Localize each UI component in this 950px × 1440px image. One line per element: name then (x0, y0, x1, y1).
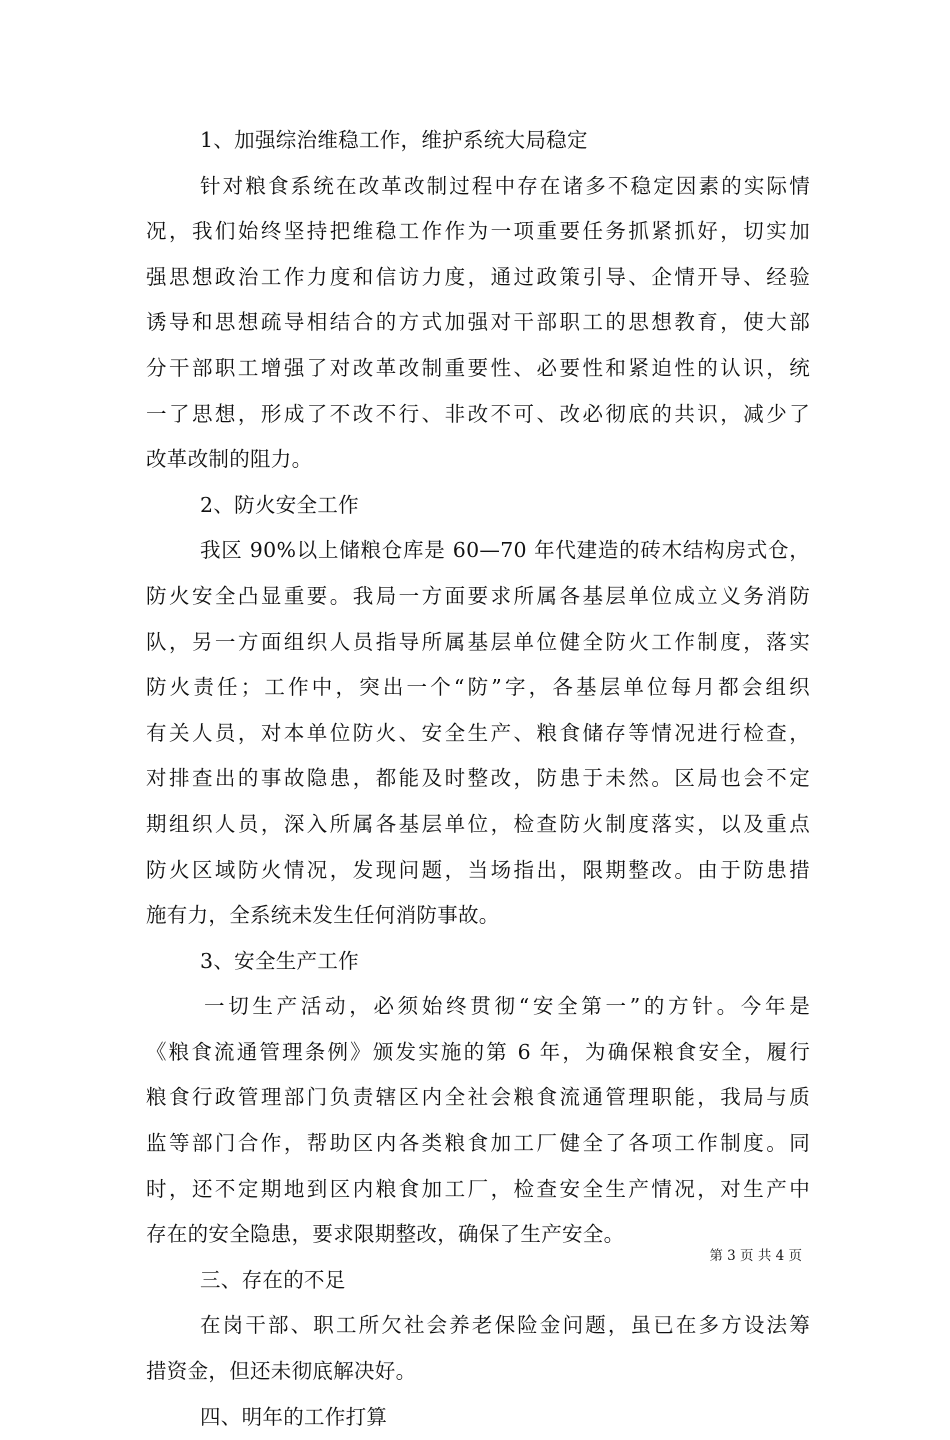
section-heading: 1、加强综治维稳工作，维护系统大局稳定 (200, 128, 588, 152)
page-number: 第 3 页 共 4 页 (709, 1248, 802, 1264)
section-heading: 三、存在的不足 (200, 1267, 346, 1292)
paragraph-line: 队，另一方面组织人员指导所属基层单位健全防火工作制度，落实 (146, 629, 810, 654)
paragraph-line: 期组织人员，深入所属各基层单位，检查防火制度落实，以及重点 (146, 811, 810, 836)
paragraph-line: 我区 90%以上储粮仓库是 60—70 年代建造的砖木结构房式仓， (200, 538, 810, 563)
paragraph-line: 监等部门合作，帮助区内各类粮食加工厂健全了各项工作制度。同 (146, 1131, 810, 1156)
paragraph-line: 防火安全凸显重要。我局一方面要求所属各基层单位成立义务消防 (146, 583, 810, 608)
section-heading: 3、安全生产工作 (200, 948, 359, 973)
paragraph-line: 措资金，但还未彻底解决好。 (146, 1359, 417, 1384)
paragraph-line: 况，我们始终坚持把维稳工作作为一项重要任务抓紧抓好，切实加 (146, 219, 810, 244)
paragraph-line: 时，还不定期地到区内粮食加工厂，检查安全生产情况，对生产中 (146, 1176, 810, 1201)
paragraph-line: 在岗干部、职工所欠社会养老保险金问题，虽已在多方设法筹 (200, 1313, 810, 1338)
paragraph-line: 改革改制的阻力。 (146, 447, 313, 472)
paragraph-line: 针对粮食系统在改革改制过程中存在诸多不稳定因素的实际情 (200, 173, 810, 198)
paragraph-line: 诱导和思想疏导相结合的方式加强对干部职工的思想教育，使大部 (146, 310, 810, 335)
paragraph-line: 施有力，全系统未发生任何消防事故。 (146, 903, 500, 928)
section-heading: 2、防火安全工作 (200, 492, 359, 517)
paragraph-line: 防火责任；工作中，突出一个“防”字，各基层单位每月都会组织 (146, 675, 810, 700)
paragraph-line: 分干部职工增强了对改革改制重要性、必要性和紧迫性的认识，统 (146, 355, 810, 380)
paragraph-line: 《粮食流通管理条例》颁发实施的第 6 年，为确保粮食安全，履行 (146, 1039, 810, 1064)
paragraph-line: 有关人员，对本单位防火、安全生产、粮食储存等情况进行检查， (146, 720, 810, 745)
paragraph-line: 强思想政治工作力度和信访力度，通过政策引导、企情开导、经验 (146, 264, 810, 289)
paragraph-line: 对排查出的事故隐患，都能及时整改，防患于未然。区局也会不定 (146, 766, 810, 791)
paragraph-line: 一切生产活动，必须始终贯彻“安全第一”的方针。今年是 (204, 994, 810, 1019)
paragraph-line: 一了思想，形成了不改不行、非改不可、改必彻底的共识，减少了 (146, 401, 810, 426)
paragraph-line: 防火区域防火情况，发现问题，当场指出，限期整改。由于防患措 (146, 857, 810, 882)
paragraph-line: 粮食行政管理部门负责辖区内全社会粮食流通管理职能，我局与质 (146, 1085, 810, 1110)
document-body (146, 118, 810, 1440)
paragraph-line: 存在的安全隐患，要求限期整改，确保了生产安全。 (146, 1222, 625, 1247)
section-heading: 四、明年的工作打算 (200, 1404, 388, 1429)
